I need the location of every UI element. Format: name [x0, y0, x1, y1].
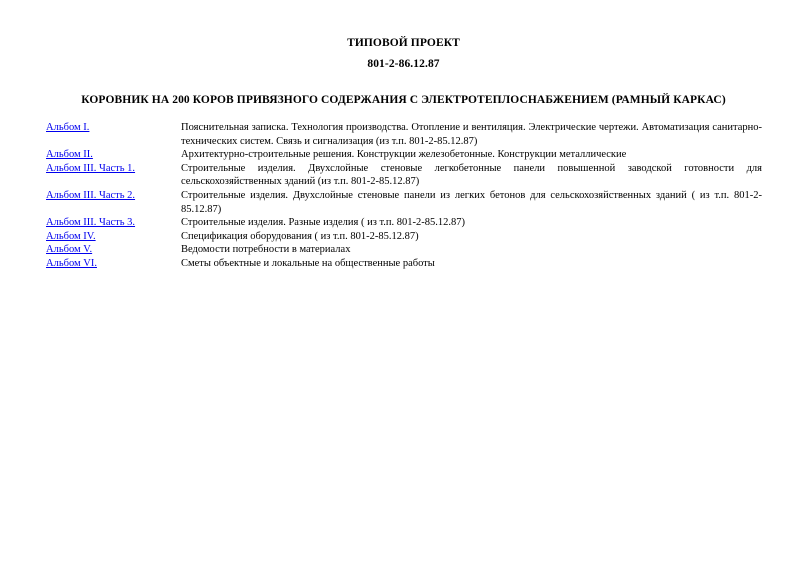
album-5-link[interactable]: Альбом V. [46, 244, 93, 256]
album-row-3-part-3 [46, 216, 762, 230]
album-3-part-3-description: Строительные изделия. Разные изделия ( из т.п. 801-2-85.12.87) [181, 217, 466, 229]
album-row-3-part-2 [46, 189, 762, 216]
album-1-link[interactable]: Альбом I. [46, 122, 90, 133]
album-3-part-2-link[interactable]: Альбом III. Часть 2. [46, 189, 136, 201]
project-title-heading: КОРОВНИК НА 200 КОРОВ ПРИВЯЗНОГО СОДЕРЖАНИЯ С ЭЛЕКТРОТЕПЛОСНАБЖЕНИЕМ (РАМНЫЙ КАРКАС) [81, 94, 726, 106]
album-5-description: Ведомости потребности в материалах [181, 244, 351, 256]
album-row-6 [46, 257, 762, 271]
album-3-part-3-link[interactable]: Альбом III. Часть 3. [46, 217, 136, 229]
document-type-heading: ТИПОВОЙ ПРОЕКТ [347, 37, 460, 49]
album-row-5 [46, 243, 762, 257]
album-4-description: Спецификация оборудования ( из т.п. 801-2-85.12.87) [181, 230, 419, 242]
album-3-part-1-link[interactable]: Альбом III. Часть 1. [46, 162, 136, 174]
albums-list [46, 121, 762, 271]
album-3-part-1-description: Строительные изделия. Двухслойные стеновые легкобетонные панели повышенной заводской готовности для сельскохозяйственных зданий (из т.п. 801-2-85.12.87) [181, 162, 762, 188]
album-row-1 [46, 121, 762, 148]
album-1-description: Пояснительная записка. Технология производства. Отопление и вентиляция. Электрические чертежи. Автоматизация санитарно-технических систем. Связь и сигнализация (из т.п. 801-2-85.12.87) [181, 122, 762, 147]
album-2-link[interactable]: Альбом II. [46, 149, 93, 161]
album-6-link[interactable]: Альбом VI. [46, 257, 97, 269]
album-3-part-2-description: Строительные изделия. Двухслойные стеновые панели из легких бетонов для сельскохозяйственных зданий ( из т.п. 801-2-85.12.87) [181, 189, 762, 215]
album-row-4 [46, 230, 762, 244]
album-2-description: Архитектурно-строительные решения. Конструкции железобетонные. Конструкции металлические [181, 149, 627, 161]
album-6-description: Сметы объектные и локальные на общественные работы [181, 257, 435, 269]
album-row-2 [46, 148, 762, 162]
project-number-heading: 801-2-86.12.87 [367, 58, 440, 70]
album-row-3-part-1 [46, 162, 762, 189]
album-4-link[interactable]: Альбом IV. [46, 230, 96, 242]
